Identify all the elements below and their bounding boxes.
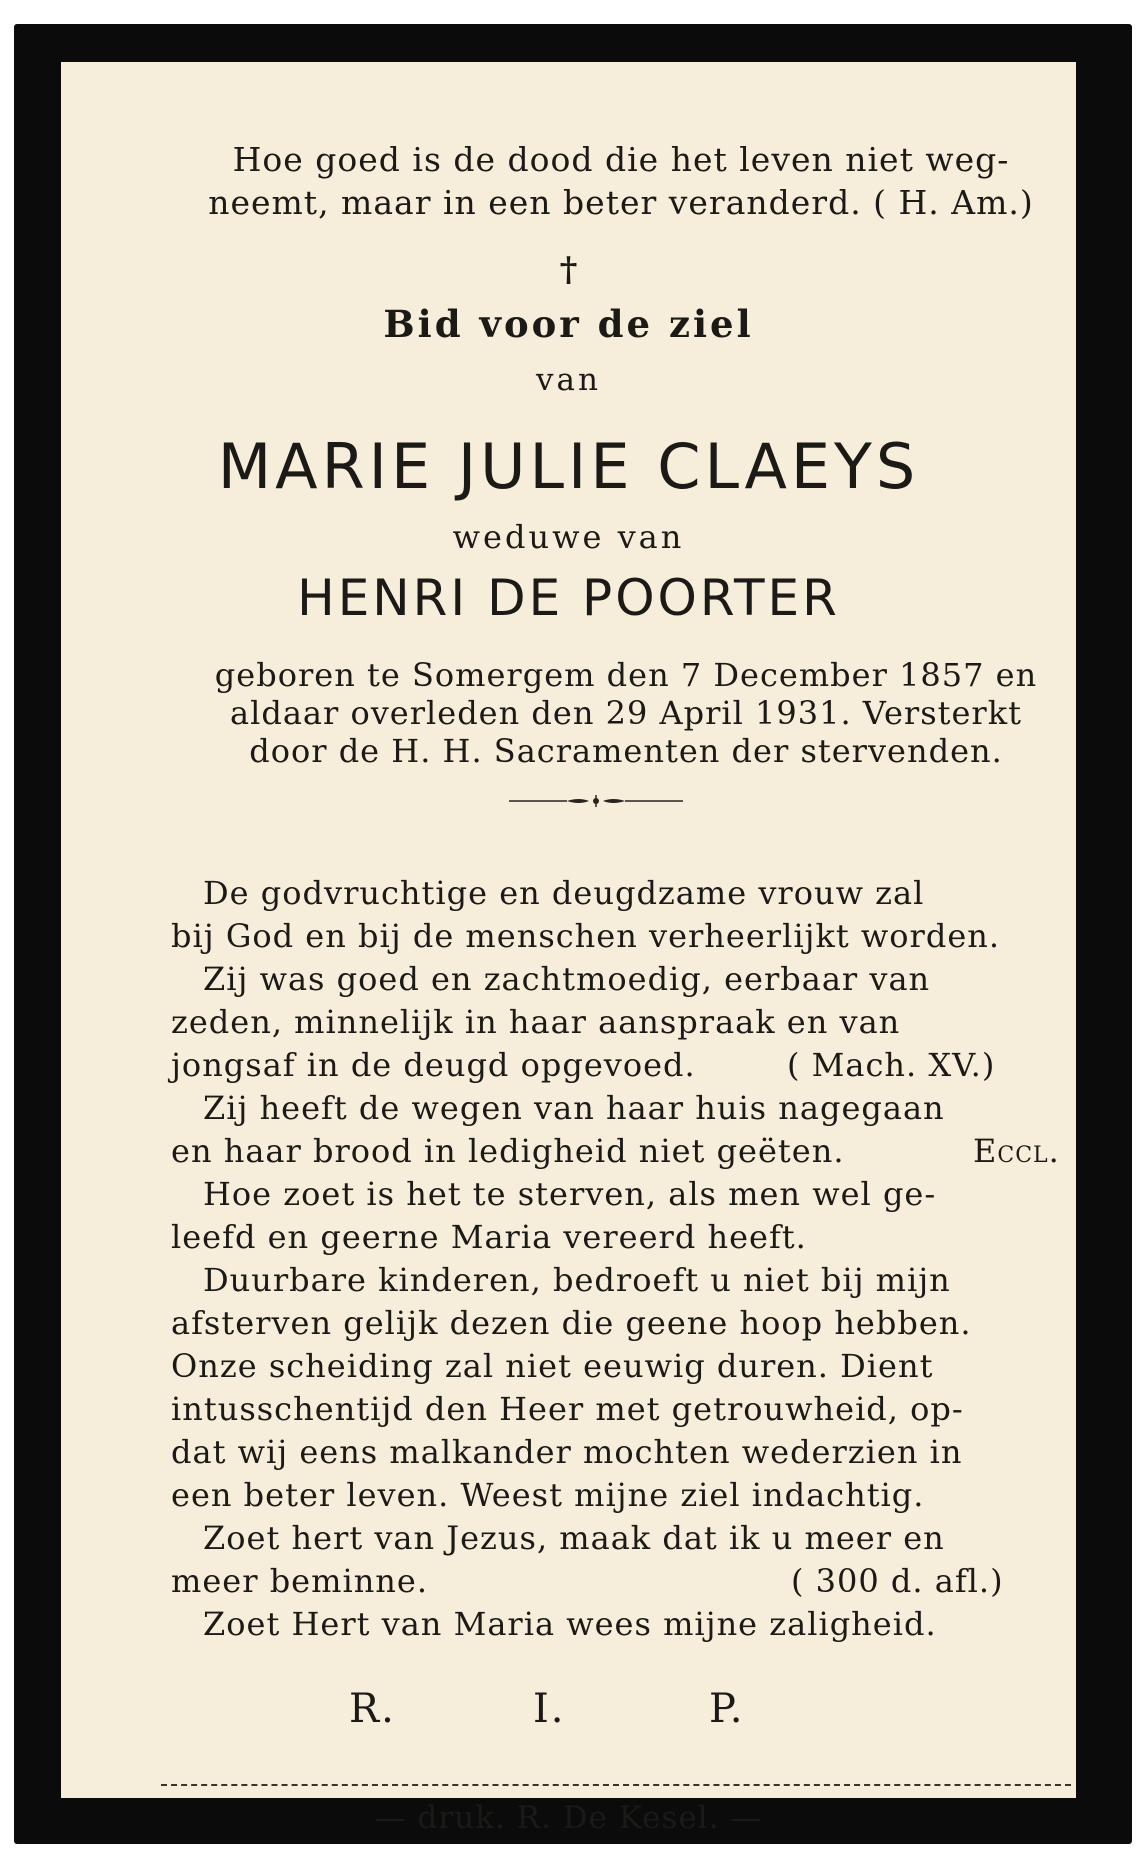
reference-eccl: Eccl. (973, 1132, 1060, 1170)
rip-r: R. (349, 1686, 396, 1732)
rip-p: P. (709, 1686, 745, 1732)
text-line-with-ref (171, 1130, 1087, 1173)
memorial-card (61, 62, 1076, 1836)
birth-death-details (171, 656, 1081, 770)
van-label: van (536, 362, 601, 398)
text-line: meer beminne. (171, 1562, 429, 1600)
spouse-name: HENRI DE POORTER (297, 569, 840, 627)
text-line: jongsaf in de deugd opgevoed. (171, 1046, 696, 1084)
birth-death-line: aldaar overleden den 29 April 1931. Versterkt (230, 694, 1022, 732)
printer-credit: — druk. R. De Kesel. — (374, 1800, 763, 1836)
text-line: bij God en bij de menschen verheerlijkt worden. (171, 917, 1001, 955)
text-line: Zoet hert van Jezus, maak dat ik u meer en (203, 1519, 945, 1557)
text-line: een beter leven. Weest mijne ziel indachtig. (171, 1476, 925, 1514)
reference-indulgence: ( 300 d. afl.) (791, 1562, 1004, 1600)
text-line: Onze scheiding zal niet eeuwig duren. Dient (171, 1347, 934, 1385)
ornament-divider-icon (509, 791, 683, 811)
text-line: Hoe zoet is het te sterven, als men wel ge- (203, 1175, 937, 1213)
text-line: Zoet Hert van Maria wees mijne zaligheid. (203, 1605, 937, 1643)
reference-mach: ( Mach. XV.) (787, 1046, 996, 1084)
rip-i: I. (533, 1686, 566, 1732)
mourning-card-border (14, 24, 1132, 1844)
widow-of-label: weduwe van (452, 518, 685, 556)
text-line-with-ref (171, 1044, 1087, 1087)
text-line: en haar brood in ledigheid niet geëten. (171, 1132, 845, 1170)
text-line: intusschentijd den Heer met getrouwheid, op- (171, 1390, 964, 1428)
scripture-text (171, 872, 1087, 1646)
text-line: Duurbare kinderen, bedroeft u niet bij mijn (203, 1261, 951, 1299)
text-line: Zij heeft de wegen van haar huis nagegaan (203, 1089, 945, 1127)
dashed-divider (161, 1784, 1071, 1786)
text-line: dat wij eens malkander mochten wederzien in (171, 1433, 963, 1471)
text-line-with-ref (171, 1560, 1087, 1603)
prayer-heading: Bid voor de ziel (383, 302, 754, 346)
text-line: leefd en geerne Maria vereerd heeft. (171, 1218, 807, 1256)
opening-quote (181, 138, 1061, 224)
cross-icon: † (559, 250, 578, 290)
quote-line: Hoe goed is de dood die het leven niet weg- (232, 140, 1010, 179)
text-line: De godvruchtige en deugdzame vrouw zal (203, 874, 925, 912)
birth-death-line: geboren te Somergem den 7 December 1857 en (214, 656, 1038, 694)
text-line: afsterven gelijk dezen die geene hoop hebben. (171, 1304, 972, 1342)
deceased-name: MARIE JULIE CLAEYS (217, 430, 920, 503)
quote-line: neemt, maar in een beter veranderd. ( H. Am.) (208, 183, 1034, 222)
text-line: Zij was goed en zachtmoedig, eerbaar van (203, 960, 931, 998)
text-line: zeden, minnelijk in haar aanspraak en van (171, 1003, 901, 1041)
birth-death-line: door de H. H. Sacramenten der stervenden. (249, 732, 1003, 770)
